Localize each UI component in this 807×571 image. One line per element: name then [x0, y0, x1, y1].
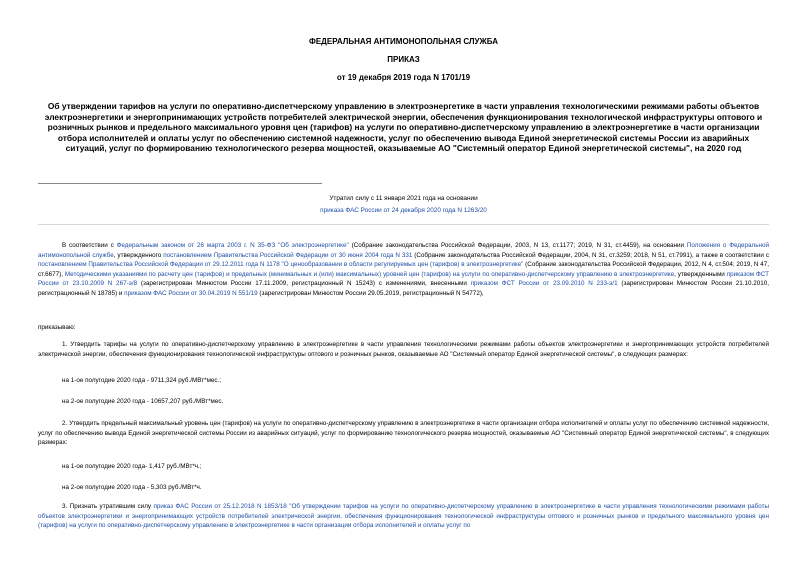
status-link[interactable]: приказа ФАС России от 24 декабря 2020 года N 1263/20 — [320, 207, 487, 214]
document-date-number: от 19 декабря 2019 года N 1701/19 — [336, 73, 471, 82]
status-line: Утратил силу с 11 января 2021 года на основании — [329, 195, 478, 202]
link-fas-regulation[interactable]: Положения о Федеральной антимонопольной службе — [38, 242, 769, 259]
document-title: Об утверждении тарифов на услуги по оперативно-диспетчерскому управлению в электроэнергетике в части управления технологическими режимами работы объектов электроэнергетики и энергопринимающих устройств потребителей электрической энергии, обеспечения функционирования технологической инфраструктуры оптового и розничных рынков и предельного максимального уровня цен (тарифов) на услуги по оперативно-диспетчерскому управлению в электроэнергетике в части организации отбора исполнителей и оплаты услуг по обеспечению системной надежности, услуг по обеспечению вывода Единой энергетической системы России из аварийных ситуаций, услуг по формированию технологического резерва мощностей, оказываемые АО "Системный оператор Единой энергетической системы", на 2020 год — [44, 101, 763, 153]
item-3-text — [38, 502, 769, 531]
preamble-text: В соответствии с — [62, 242, 117, 249]
preamble-text: (зарегистрирован Минюстом России 17.11.2009, регистрационный N 15243) с изменениями, внесенными — [137, 280, 471, 287]
preamble-text: (Собрание законодательства Российской Федерации, 2004, N 31, ст.3259; 2018, N 51, ст.7991), а также в соответствии с — [412, 251, 770, 259]
link-fas-order-551[interactable]: приказом ФАС России от 30.04.2019 N 551/19 — [124, 289, 258, 297]
link-fas-order-1853[interactable]: приказ ФАС России от 25.12.2018 N 1853/18 "Об утверждении тарифов на услуги по оперативно-диспетчерскому управлению в электроэнергетике в части управления технологическими режимами работы объектов электроэнергетики и энергопринимающих устройств потребителей электрической энергии, обеспечения функционирования технологической инфраструктуры оптового и розничных рынков и предельного максимального уровня цен (тарифов) на услуги по оперативно-диспетчерскому управлению в электроэнергетике в части организации отбора исполнителей и оплаты услуг по — [38, 503, 769, 529]
item-2-half2: на 2-ое полугодие 2020 года - 5,303 руб./МВт*ч. — [62, 484, 202, 491]
order-word: приказываю: — [38, 324, 76, 331]
status-note — [190, 193, 617, 217]
preamble-text: , утвержденными — [674, 270, 727, 278]
item-2-text: 2. Утвердить предельный максимальный уровень цен (тарифов) на услуги по оперативно-диспетчерскому управлению в электроэнергетике в части организации отбора исполнителей и оплаты услуг по обеспечению системной надежности, услуг по обеспечению вывода Единой энергетической системы России из аварийных ситуаций, услуг по формированию технологического резерва мощностей, оказываемые АО "Системный оператор Единой энергетической системы", в следующих размерах: — [38, 420, 769, 446]
preamble-text: (Собрание законодательства Российской Федерации, 2012, N 4, ст.504; 2019, N 47, ст.6677), — [38, 261, 770, 278]
preamble-text: (Собрание законодательства Российской Федерации, 2003, N 13, ст.1177; 2019, N 31, ст.4459), на основании — [348, 242, 687, 249]
status-divider — [38, 224, 769, 225]
item-1-text: 1. Утвердить тарифы на услуги по оперативно-диспетчерскому управлению в электроэнергетике в части управления технологическими режимами работы объектов электроэнергетики и энергопринимающих устройств потребителей электрической энергии, обеспечения функционирования технологической инфраструктуры оптового и розничных рынков, оказываемые АО "Системный оператор Единой энергетической системы", в следующих размерах: — [38, 341, 769, 358]
preamble-text: (зарегистрирован Минюстом России 21.10.2010, регистрационный N 18785) и — [38, 280, 770, 297]
link-government-decree-331[interactable]: постановлением Правительства Российской Федерации от 30 июня 2004 года N 331 — [163, 251, 413, 259]
item-3-lead: 3. Признать утратившим силу — [62, 503, 154, 510]
preamble-paragraph — [38, 241, 769, 298]
document-type: ПРИКАЗ — [387, 55, 420, 64]
link-federal-law[interactable]: Федеральным законом от 26 марта 2003 г. N 35-ФЗ "Об электроэнергетике" — [116, 242, 349, 249]
link-government-decree-1178[interactable]: постановлением Правительства Российской Федерации от 29.12.2011 года N 1178 "О ценообразовании в области регулируемых цен (тарифов) в электроэнергетике" — [38, 261, 524, 268]
link-fst-order-233[interactable]: приказом ФСТ России от 23.09.2010 N 233-э/1 — [470, 280, 618, 287]
link-methodical-guidelines[interactable]: Методическими указаниями по расчету цен (тарифов) и предельных (минимальных и (или) максимальных) уровней цен (тарифов) на услуги по оперативно-диспетчерскому управлению в электроэнергетике — [64, 270, 675, 278]
preamble-text: (зарегистрирован Минюстом России 29.05.2019, регистрационный N 54772), — [257, 289, 484, 297]
item-1-half2: на 2-ое полугодие 2020 года - 10657,207 руб./МВт*мес. — [62, 398, 224, 405]
link-fst-order-267[interactable]: приказом ФСТ России от 23.10.2009 N 267-э/8 — [38, 270, 769, 287]
item-2-half1: на 1-ое полугодие 2020 года- 1,417 руб./МВт*ч.; — [62, 463, 202, 470]
preamble-text: , утвержденного — [113, 251, 164, 259]
agency-name: ФЕДЕРАЛЬНАЯ АНТИМОНОПОЛЬНАЯ СЛУЖБА — [309, 37, 498, 46]
title-divider — [38, 183, 322, 184]
item-1-half1: на 1-ое полугодие 2020 года - 9711,324 руб./МВт*мес.; — [62, 377, 222, 384]
